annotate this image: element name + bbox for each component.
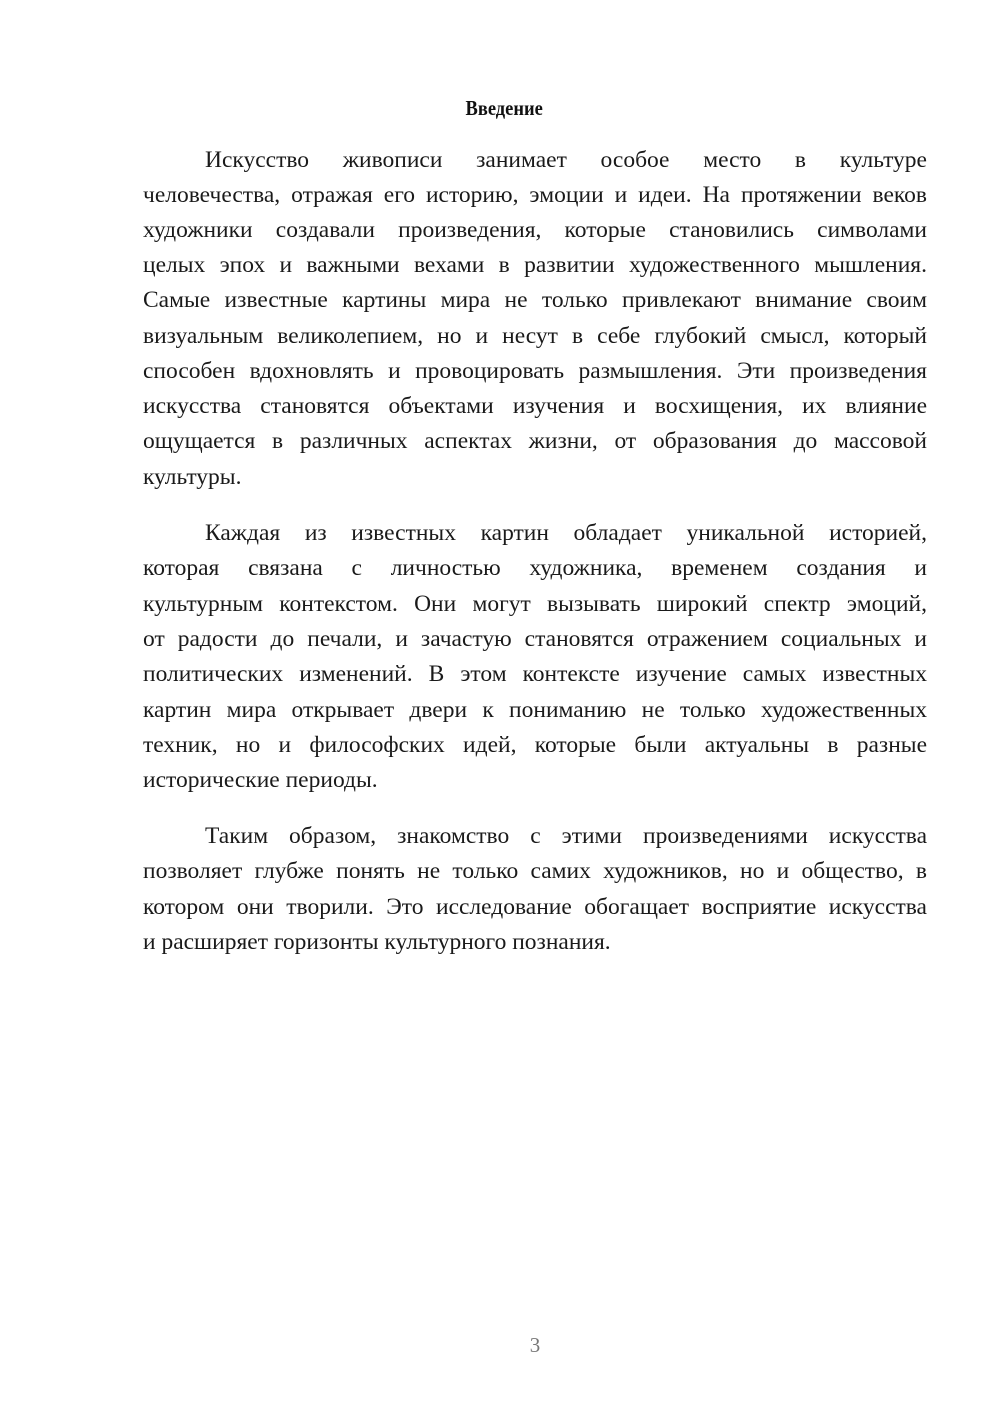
text-line: целых эпох и важными вехами в развитии художественного мышления.	[143, 252, 927, 278]
page-number: 3	[529, 1333, 541, 1357]
text-line: культуры.	[143, 464, 242, 490]
text-line: Таким образом, знакомство с этими произведениями искусства	[205, 823, 927, 849]
text-line: которая связана с личностью художника, временем создания и	[143, 555, 927, 581]
text-line: и расширяет горизонты культурного познания.	[143, 929, 611, 955]
text-line: техник, но и философских идей, которые были актуальны в разные	[143, 732, 927, 758]
text-line: исторические периоды.	[143, 767, 378, 793]
text-line: ощущается в различных аспектах жизни, от образования до массовой	[143, 428, 927, 454]
text-line: позволяет глубже понять не только самих художников, но и общество, в	[143, 858, 927, 884]
text-line: культурным контекстом. Они могут вызывать широкий спектр эмоций,	[143, 591, 927, 617]
text-line: от радости до печали, и зачастую становятся отражением социальных и	[143, 626, 927, 652]
text-line: визуальным великолепием, но и несут в себе глубокий смысл, который	[143, 323, 927, 349]
text-line: искусства становятся объектами изучения и восхищения, их влияние	[143, 393, 927, 419]
text-line: котором они творили. Это исследование обогащает восприятие искусства	[143, 894, 927, 920]
text-line: человечества, отражая его историю, эмоции и идеи. На протяжении веков	[143, 182, 927, 208]
text-line: Каждая из известных картин обладает уникальной историей,	[205, 520, 927, 546]
text-line: способен вдохновлять и провоцировать размышления. Эти произведения	[143, 358, 927, 384]
page-title: Введение	[465, 96, 543, 120]
text-line: Искусство живописи занимает особое место в культуре	[205, 147, 927, 173]
text-line: художники создавали произведения, которые становились символами	[143, 217, 927, 243]
text-line: картин мира открывает двери к пониманию не только художественных	[143, 697, 927, 723]
text-line: политических изменений. В этом контексте изучение самых известных	[143, 661, 927, 687]
text-line: Самые известные картины мира не только привлекают внимание своим	[143, 287, 927, 313]
